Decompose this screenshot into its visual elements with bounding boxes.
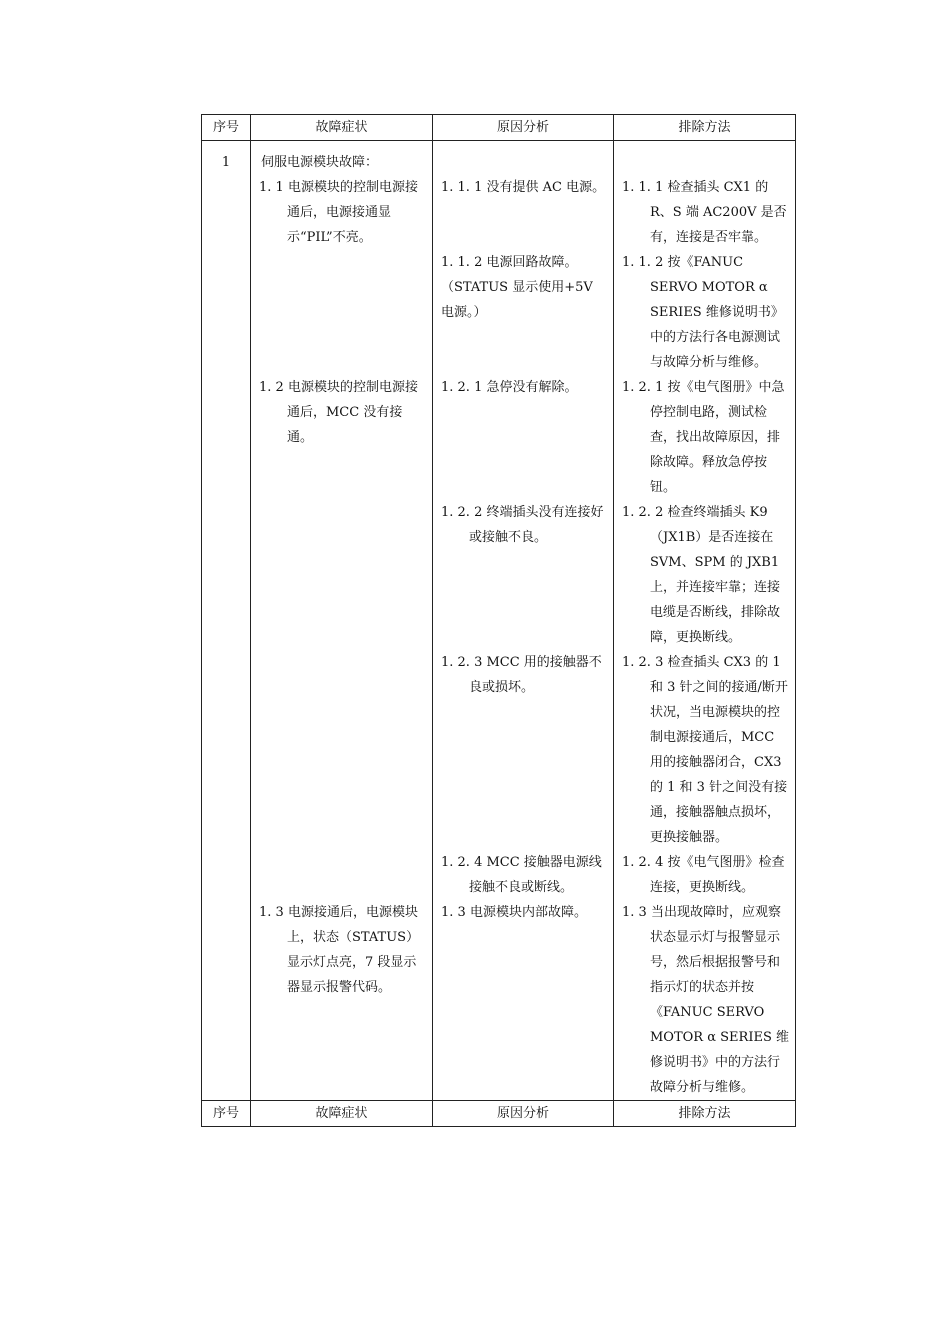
footer-remedy: 排除方法 bbox=[614, 1101, 796, 1127]
symptom-1-2: 1. 2 电源模块的控制电源接通后，MCC 没有接通。 bbox=[259, 380, 418, 445]
symptom-1-3: 1. 3 电源接通后，电源模块上，状态（STATUS）显示灯点亮，7 段显示器显示报警代码。 bbox=[259, 905, 420, 995]
remedy-1-2-3: 1. 2. 3 检查插头 CX3 的 1 和 3 针之间的接通/断开状况，当电源模块的控制电源接通后，MCC 用的接触器闭合，CX3 的 1 和 3 针之间没有接通，接触器触点损坏，更换接触器。 bbox=[622, 655, 788, 845]
table-header-row bbox=[202, 115, 796, 141]
header-cause: 原因分析 bbox=[433, 115, 614, 141]
header-remedy: 排除方法 bbox=[614, 115, 796, 141]
remedy-1-1-1: 1. 1. 1 检查插头 CX1 的 R、S 端 AC200V 是否有，连接是否牢靠。 bbox=[622, 180, 787, 245]
table-footer-row bbox=[202, 1101, 796, 1127]
table-row bbox=[202, 175, 796, 250]
remedy-1-2-1: 1. 2. 1 按《电气图册》中急停控制电路，测试检查，找出故障原因，排除故障。释放急停按钮。 bbox=[622, 380, 785, 495]
fault-title: 伺服电源模块故障： bbox=[261, 155, 379, 170]
cause-1-2-2: 1. 2. 2 终端插头没有连接好或接触不良。 bbox=[441, 505, 604, 545]
remedy-1-2-2: 1. 2. 2 检查终端插头 K9（JX1B）是否连接在 SVM、SPM 的 JXB1 上，并连接牢靠；连接电缆是否断线，排除故障，更换断线。 bbox=[622, 505, 781, 645]
fault-table bbox=[201, 114, 796, 1127]
cause-1-1-2: 1. 1. 2 电源回路故障。（STATUS 显示使用+5V 电源。） bbox=[441, 255, 593, 320]
table-row bbox=[202, 900, 796, 1101]
remedy-1-3: 1. 3 当出现故障时，应观察状态显示灯与报警显示号，然后根据报警号和指示灯的状态并按《FANUC SERVO MOTOR α SERIES 维修说明书》中的方法行故障分析与维修。 bbox=[622, 905, 789, 1095]
header-index: 序号 bbox=[202, 115, 251, 141]
footer-index: 序号 bbox=[202, 1101, 251, 1127]
footer-symptom: 故障症状 bbox=[251, 1101, 433, 1127]
fault-index: 1 bbox=[202, 141, 251, 176]
symptom-1-1: 1. 1 电源模块的控制电源接通后，电源接通显示“PIL”不亮。 bbox=[259, 180, 418, 245]
table-row bbox=[202, 375, 796, 500]
cause-1-3: 1. 3 电源模块内部故障。 bbox=[441, 905, 587, 920]
table-row bbox=[202, 141, 796, 176]
cause-1-2-4: 1. 2. 4 MCC 接触器电源线接触不良或断线。 bbox=[441, 855, 602, 895]
remedy-1-2-4: 1. 2. 4 按《电气图册》检查连接，更换断线。 bbox=[622, 855, 785, 895]
footer-cause: 原因分析 bbox=[433, 1101, 614, 1127]
cause-1-1-1: 1. 1. 1 没有提供 AC 电源。 bbox=[441, 180, 606, 195]
cause-1-2-1: 1. 2. 1 急停没有解除。 bbox=[441, 380, 578, 395]
remedy-1-1-2: 1. 1. 2 按《FANUC SERVO MOTOR α SERIES 维修说明书》中的方法行各电源测试与故障分析与维修。 bbox=[622, 255, 784, 370]
header-symptom: 故障症状 bbox=[251, 115, 433, 141]
cause-1-2-3: 1. 2. 3 MCC 用的接触器不良或损坏。 bbox=[441, 655, 602, 695]
